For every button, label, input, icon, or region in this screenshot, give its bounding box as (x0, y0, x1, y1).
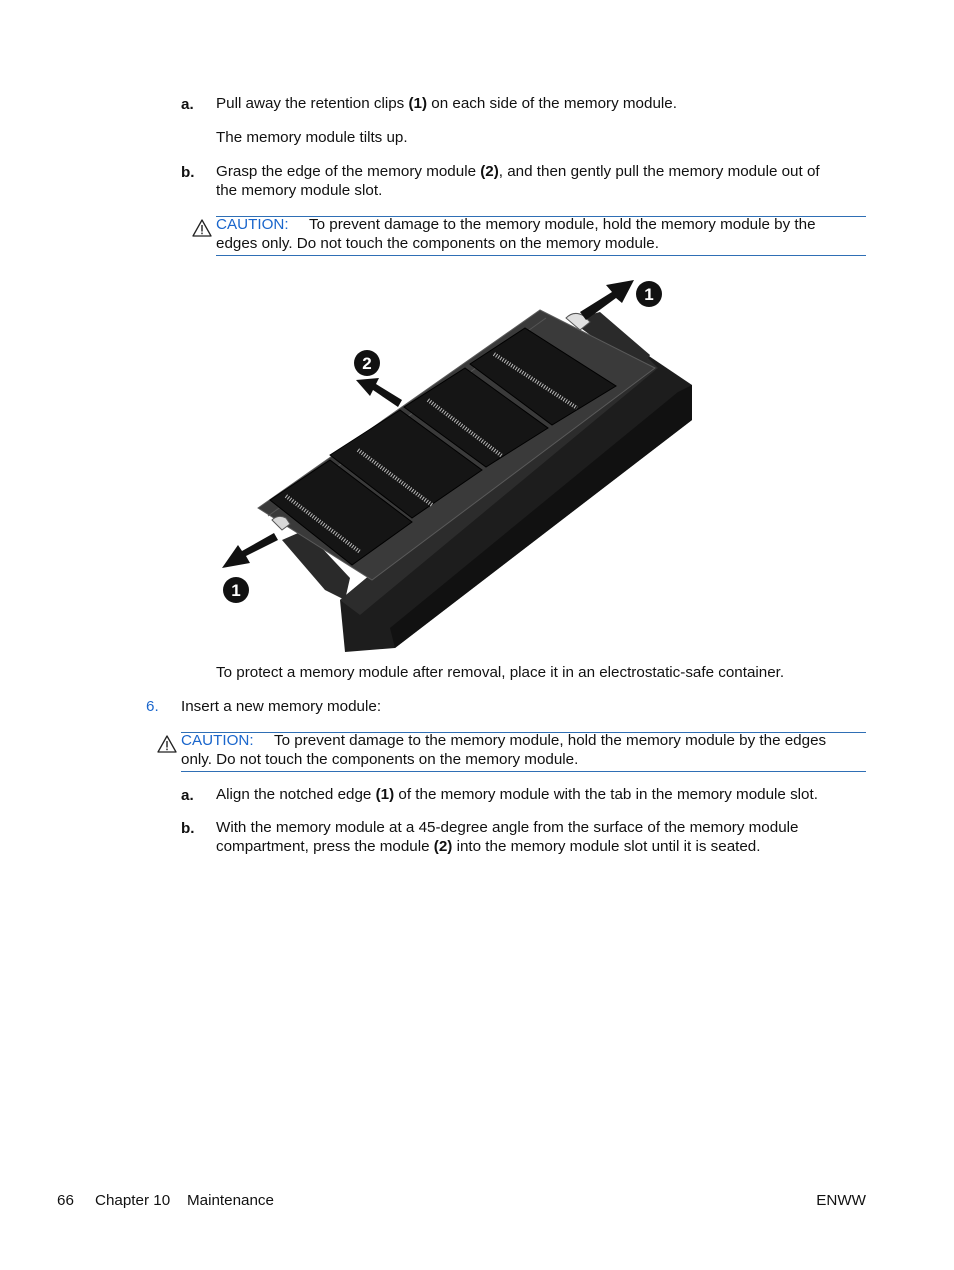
caution-warning-icon (157, 735, 177, 753)
insert-step-a-label: a. (181, 787, 194, 804)
insert-step-b-line2-after: into the memory module slot until it is seated. (452, 838, 761, 855)
after-figure-text: To protect a memory module after removal, place it in an electrostatic-safe container. (216, 664, 785, 681)
step-b-line1-after: , and then gently pull the memory module out of (498, 163, 820, 180)
insert-step-b-ref: (2) (433, 838, 453, 855)
step-b-line1-before: Grasp the edge of the memory module (216, 163, 481, 180)
footer-section: Maintenance (187, 1192, 274, 1209)
step-a-text-before: Pull away the retention clips (216, 95, 409, 112)
footer-enww: ENWW (816, 1192, 866, 1209)
step-6-number: 6. (146, 698, 159, 715)
insert-step-a-after: of the memory module with the tab in the memory module slot. (394, 786, 818, 803)
arrow-clip-left (222, 533, 278, 568)
step-6-text: Insert a new memory module: (181, 698, 382, 715)
callout-1-top-text: 1 (644, 285, 654, 304)
insert-step-b-line2 (216, 837, 760, 856)
step-a-label: a. (181, 96, 194, 113)
caution-1-bottom-rule (216, 255, 866, 256)
insert-step-b-label: b. (181, 820, 195, 837)
caution-2-label: CAUTION: (181, 732, 254, 749)
callout-2-text: 2 (362, 354, 372, 373)
footer-page-number: 66 (57, 1192, 74, 1209)
step-a-text (216, 94, 677, 113)
insert-step-a-ref: (1) (375, 786, 395, 803)
insert-step-b-line1: With the memory module at a 45-degree angle from the surface of the memory module (216, 819, 799, 836)
footer-chapter: Chapter 10 (95, 1192, 171, 1209)
caution-2-bottom-rule (181, 771, 866, 772)
step-b-line2: the memory module slot. (216, 182, 383, 199)
step-a-result: The memory module tilts up. (216, 129, 408, 146)
caution-1-line2: edges only. Do not touch the components on the memory module. (216, 235, 659, 252)
caution-1-label: CAUTION: (216, 216, 289, 233)
arrow-clip-right (580, 280, 634, 320)
step-b-line1 (216, 162, 820, 181)
insert-step-a-before: Align the notched edge (216, 786, 376, 803)
step-b-ref: (2) (480, 163, 499, 180)
caution-2-line1: To prevent damage to the memory module, hold the memory module by the edges (274, 732, 827, 749)
arrow-pull-module (356, 378, 402, 407)
step-b-label: b. (181, 164, 195, 181)
callout-1-bottom-text: 1 (231, 581, 241, 600)
caution-2-line2: only. Do not touch the components on the memory module. (181, 751, 579, 768)
caution-warning-icon (192, 219, 212, 237)
memory-module-removal-figure (215, 270, 710, 660)
caution-1-line1: To prevent damage to the memory module, hold the memory module by the (309, 216, 816, 233)
insert-step-b-line2-before: compartment, press the module (216, 838, 434, 855)
step-a-text-after: on each side of the memory module. (427, 95, 677, 112)
step-a-ref: (1) (408, 95, 428, 112)
insert-step-a-text (216, 785, 818, 804)
